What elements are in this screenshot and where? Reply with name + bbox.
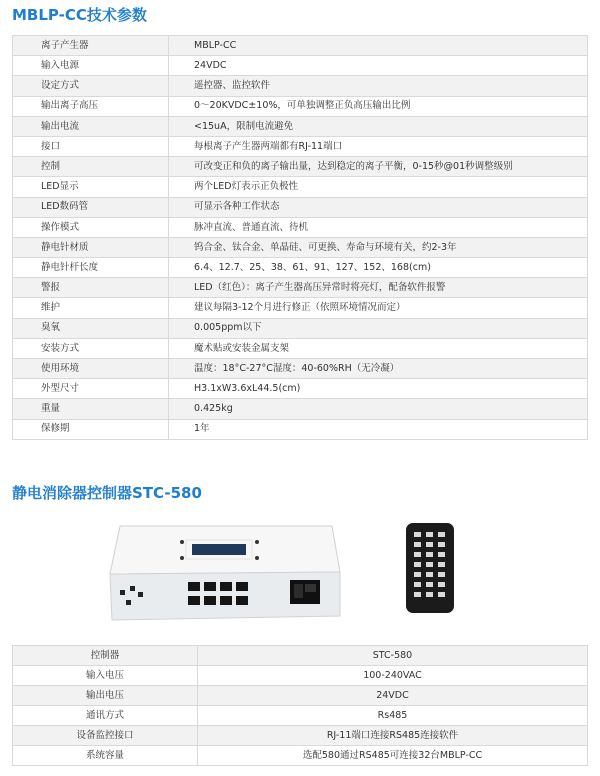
- table-row: [13, 116, 588, 136]
- spec-label: 离子产生器: [13, 36, 169, 56]
- section-title-stc-580: 静电消除器控制器STC-580: [12, 484, 202, 502]
- spec-label: 系统容量: [13, 746, 198, 766]
- spec-label: 静电针杆长度: [13, 258, 169, 278]
- spec-value: 24VDC: [169, 56, 588, 76]
- table-row: [13, 746, 588, 766]
- spec-value: <15uA，限制电流避免: [169, 116, 588, 136]
- spec-label: 输入电压: [13, 666, 198, 686]
- spec-value: Rs485: [198, 706, 588, 726]
- spec-label: 警报: [13, 278, 169, 298]
- spec-value: 100-240VAC: [198, 666, 588, 686]
- spec-label: 使用环境: [13, 359, 169, 379]
- spec-value: 0.005ppm以下: [169, 318, 588, 338]
- spec-value: 两个LED灯表示正负极性: [169, 177, 588, 197]
- table-row: [13, 318, 588, 338]
- section-title-mblp-cc: MBLP-CC技术参数: [12, 6, 147, 24]
- controller-device-image: [100, 520, 350, 625]
- spec-value: MBLP-CC: [169, 36, 588, 56]
- table-row: [13, 338, 588, 358]
- spec-value: 每根离子产生器两端都有RJ-11端口: [169, 136, 588, 156]
- spec-label: 输出离子高压: [13, 96, 169, 116]
- spec-value: 选配580通过RS485可连接32台MBLP-CC: [198, 746, 588, 766]
- spec-value: 魔术贴或安装金属支架: [169, 338, 588, 358]
- table-row: [13, 157, 588, 177]
- table-row: [13, 399, 588, 419]
- spec-value: H3.1xW3.6xL44.5(cm): [169, 379, 588, 399]
- spec-label: 外型尺寸: [13, 379, 169, 399]
- spec-value: 钨合金、钛合金、单晶硅、可更换、寿命与环境有关，约2-3年: [169, 237, 588, 257]
- spec-value: 可显示各种工作状态: [169, 197, 588, 217]
- spec-label: 控制: [13, 157, 169, 177]
- spec-value: 1年: [169, 419, 588, 439]
- table-row: [13, 96, 588, 116]
- spec-label: 输出电压: [13, 686, 198, 706]
- spec-label: 静电针材质: [13, 237, 169, 257]
- table-row: [13, 379, 588, 399]
- table-row: [13, 76, 588, 96]
- spec-value: 遥控器、监控软件: [169, 76, 588, 96]
- table-row: [13, 197, 588, 217]
- stc-580-spec-table: [12, 645, 588, 766]
- table-row: [13, 237, 588, 257]
- spec-label: LED数码管: [13, 197, 169, 217]
- spec-value: 6.4、12.7、25、38、61、91、127、152、168(cm): [169, 258, 588, 278]
- spec-value: 24VDC: [198, 686, 588, 706]
- table-row: [13, 177, 588, 197]
- spec-label: 重量: [13, 399, 169, 419]
- spec-label: 保修期: [13, 419, 169, 439]
- spec-value: 可改变正和负的离子输出量，达到稳定的离子平衡，0-15秒@01秒调整级别: [169, 157, 588, 177]
- table-row: [13, 278, 588, 298]
- table-row: [13, 706, 588, 726]
- spec-label: 输入电源: [13, 56, 169, 76]
- spec-value: 脉冲直流、普通直流、待机: [169, 217, 588, 237]
- table-row: [13, 726, 588, 746]
- spec-label: 操作模式: [13, 217, 169, 237]
- spec-label: 设备监控接口: [13, 726, 198, 746]
- table-row: [13, 136, 588, 156]
- table-row: [13, 646, 588, 666]
- table-row: [13, 36, 588, 56]
- table-row: [13, 217, 588, 237]
- spec-value: 温度：18°C-27°C湿度：40-60%RH（无冷凝）: [169, 359, 588, 379]
- spec-value: 0～20KVDC±10%，可单独调整正负高压输出比例: [169, 96, 588, 116]
- table-row: [13, 359, 588, 379]
- spec-label: 维护: [13, 298, 169, 318]
- spec-label: 输出电流: [13, 116, 169, 136]
- spec-label: 通讯方式: [13, 706, 198, 726]
- spec-value: LED（红色）：离子产生器高压异常时将亮灯，配备软件报警: [169, 278, 588, 298]
- spec-label: 设定方式: [13, 76, 169, 96]
- spec-label: LED显示: [13, 177, 169, 197]
- spec-label: 臭氧: [13, 318, 169, 338]
- spec-value: STC-580: [198, 646, 588, 666]
- spec-value: 0.425kg: [169, 399, 588, 419]
- spec-value: RJ-11端口连接RS485连接软件: [198, 726, 588, 746]
- spec-value: 建议每隔3-12个月进行修正（依照环境情况而定）: [169, 298, 588, 318]
- spec-label: 安装方式: [13, 338, 169, 358]
- remote-control-image: [405, 522, 455, 614]
- spec-label: 接口: [13, 136, 169, 156]
- table-row: [13, 419, 588, 439]
- table-row: [13, 56, 588, 76]
- mblp-cc-spec-table: [12, 35, 588, 440]
- table-row: [13, 686, 588, 706]
- table-row: [13, 298, 588, 318]
- spec-label: 控制器: [13, 646, 198, 666]
- table-row: [13, 258, 588, 278]
- table-row: [13, 666, 588, 686]
